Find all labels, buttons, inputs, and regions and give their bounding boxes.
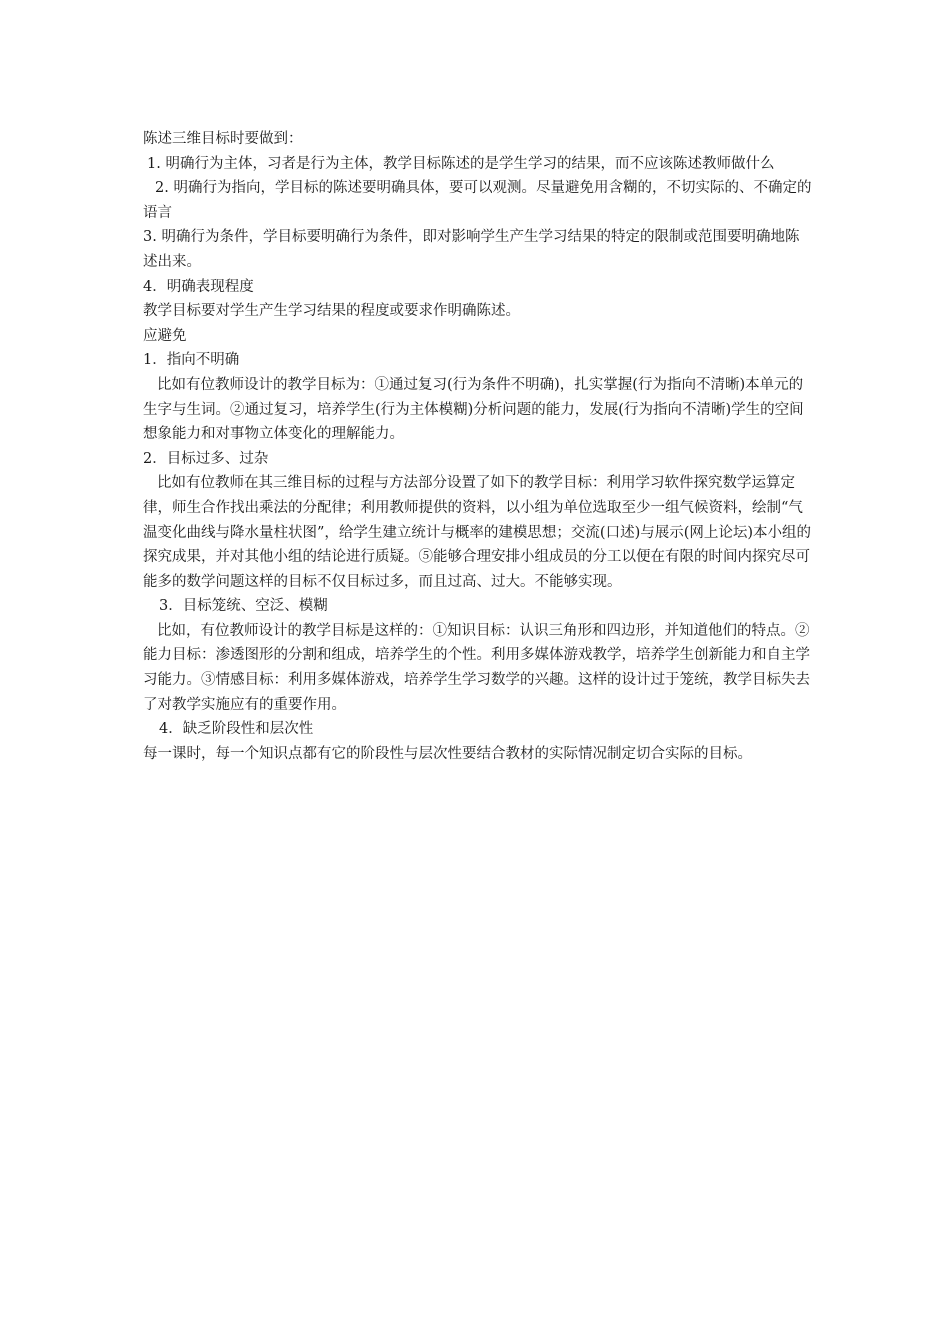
avoid-3-body: 比如，有位教师设计的教学目标是这样的：①知识目标：认识三角形和四边形，并知道他们的特点。②能力目标：渗透图形的分割和组成，培养学生的个性。利用多媒体游戏教学，培养学生创新能力和自主学习能力。③情感目标：利用多媒体游戏，培养学生学习数学的兴趣。这样的设计过于笼统，教学目标失去了对教学实施应有的重要作用。 [143,622,810,713]
avoid-4-heading: 4．缺乏阶段性和层次性 [159,721,314,738]
paragraph-item-3: 3. 明确行为条件，学目标要明确行为条件，即对影响学生产生学习结果的特定的限制或范围要明确地陈述出来。 [143,229,800,270]
document-body [143,127,813,766]
paragraph-item-2: 2. 明确行为指向，学目标的陈述要明确具体，要可以观测。尽量避免用含糊的，不切实际的、不确定的语言 [143,180,812,221]
avoid-2-heading: 2．目标过多、过杂 [143,450,269,467]
paragraph-item-1: 1. 明确行为主体，习者是行为主体，教学目标陈述的是学生学习的结果，而不应该陈述教师做什么 [147,155,775,172]
section-heading-avoid: 应避免 [143,327,187,344]
paragraph-item-4-heading: 4．明确表现程度 [143,278,254,295]
avoid-1-body: 比如有位教师设计的教学目标为：①通过复习(行为条件不明确)，扎实掌握(行为指向不清晰)本单元的生字与生词。②通过复习，培养学生(行为主体模糊)分析问题的能力，发展(行为指向不清晰)学生的空间想象能力和对事物立体变化的理解能力。 [143,376,804,443]
paragraph-intro: 陈述三维目标时要做到： [143,131,303,147]
avoid-3-heading: 3．目标笼统、空泛、模糊 [159,598,328,615]
avoid-2-body: 比如有位教师在其三维目标的过程与方法部分设置了如下的教学目标：利用学习软件探究数学运算定律，师生合作找出乘法的分配律；利用教师提供的资料，以小组为单位选取至少一组气候资料，绘制“气温变化曲线与降水量柱状图”，给学生建立统计与概率的建模思想；交流(口述)与展示(网上论坛)本小组的探究成果，并对其他小组的结论进行质疑。⑤能够合理安排小组成员的分工以便在有限的时间内探究尽可能多的数学问题这样的目标不仅目标过多，而且过高、过大。不能够实现。 [143,475,812,590]
paragraph-item-4-body: 教学目标要对学生产生学习结果的程度或要求作明确陈述。 [143,303,520,320]
avoid-1-heading: 1．指向不明确 [143,352,240,369]
avoid-4-body: 每一课时，每一个知识点都有它的阶段性与层次性要结合教材的实际情况制定切合实际的目标。 [143,745,752,762]
